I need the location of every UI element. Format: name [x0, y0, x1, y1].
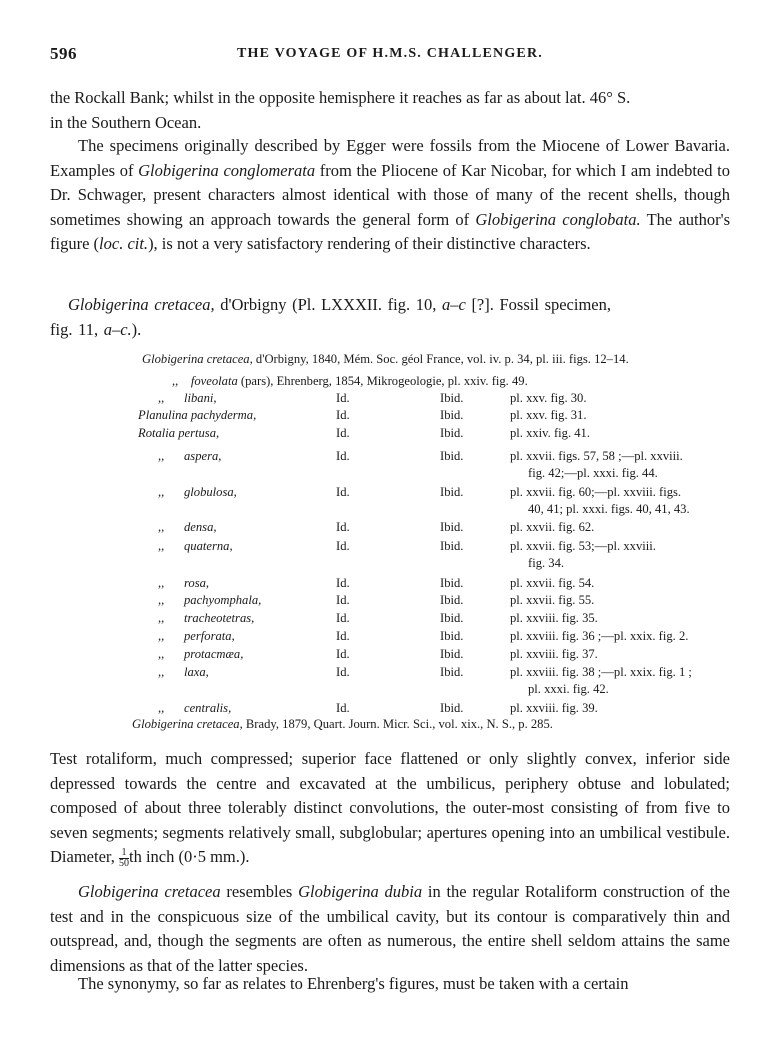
synonymy-first-name: Globigerina cretacea, — [142, 352, 253, 366]
ditto-mark: ,, — [158, 520, 165, 534]
synonymy-last-name: Globigerina cretacea, — [132, 717, 243, 731]
synonym-ibid: Ibid. — [440, 701, 464, 715]
intro-line-1: the Rockall Bank; whilst in the opposite hemisphere it reaches as far as about lat. 46° S. — [50, 88, 631, 107]
species-cretacea: Globigerina cretacea — [78, 882, 221, 901]
ditto-mark: ,, — [158, 665, 165, 679]
synonymy-second-row — [172, 373, 528, 391]
synonym-id: Id. — [336, 593, 350, 607]
species-conglobata: Globigerina conglobata. — [475, 209, 641, 229]
species-conglomerata: Globigerina conglomerata — [138, 160, 316, 180]
ditto-mark: ,, — [158, 629, 165, 643]
synonym-plate-ref: pl. xxviii. fig. 39. — [510, 701, 598, 715]
egger-text-2: from the Pliocene of Kar Nicobar, for which I am indebted to Dr. Schwager, present characters almost identical with those of many of the recent shells, though sometimes showing an approach towards the general form of — [50, 160, 730, 229]
ditto-mark: ,, — [158, 485, 165, 499]
species-heading — [50, 293, 730, 342]
synonym-ibid: Ibid. — [440, 576, 464, 590]
synonym-plate-ref: pl. xxvii. fig. 53;—pl. xxviii. — [510, 539, 656, 553]
synonym-ibid: Ibid. — [440, 391, 464, 405]
heading-end: ). — [131, 319, 142, 339]
synonym-plate-ref: pl. xxviii. fig. 38 ;—pl. xxix. fig. 1 ; — [510, 665, 692, 679]
synonym-id: Id. — [336, 539, 350, 553]
heading-plate-ref: d'Orbigny (Pl. LXXXII. fig. 10, — [214, 295, 442, 314]
synonym-plate-ref: pl. xxvii. fig. 60;—pl. xxviii. figs. — [510, 485, 682, 499]
synonymy-note-text: The synonymy, so far as relates to Ehrenberg's figures, must be taken with a certain — [78, 974, 629, 993]
ditto-mark: ,, — [158, 647, 165, 661]
synonym-ibid: Ibid. — [440, 485, 464, 499]
egger-paragraph — [50, 134, 730, 257]
synonym-ibid: Ibid. — [440, 520, 464, 534]
synonym-plate-ref: pl. xxv. fig. 31. — [510, 408, 587, 422]
synonym-ibid: Ibid. — [440, 408, 464, 422]
synonym-plate-ref: pl. xxvii. fig. 62. — [510, 520, 595, 534]
synonym-ibid: Ibid. — [440, 539, 464, 553]
synonym-plate-ref: pl. xxiv. fig. 41. — [510, 426, 590, 440]
species-dubia: Globigerina dubia — [298, 882, 423, 901]
synonym-id: Id. — [336, 449, 350, 463]
comparison-text-2: in the regular Rotaliform construction of the test and in the conspicuous size of the umbilical cavity, but its contour is comparatively thin and outspread, and, though the segments are often as numerous, the entire shell seldom attains the same dimensions as that of the latter species. — [50, 882, 730, 975]
page-header — [50, 44, 730, 68]
comparison-paragraph — [50, 880, 730, 978]
synonym-plate-ref: pl. xxviii. fig. 36 ;—pl. xxix. fig. 2. — [510, 629, 689, 643]
synonym-plate-ref: pl. xxvii. figs. 57, 58 ;—pl. xxviii. — [510, 449, 683, 463]
ditto-mark: ,, — [158, 391, 165, 405]
page-number: 596 — [50, 44, 77, 63]
synonym-name: Rotalia pertusa, — [138, 426, 220, 440]
ditto-mark: ,, — [158, 701, 165, 715]
synonym-ibid: Ibid. — [440, 449, 464, 463]
synonym-plate-ref: pl. xxv. fig. 30. — [510, 391, 587, 405]
synonym-name: globulosa, — [184, 485, 237, 499]
synonym-plate-ref-continued: fig. 34. — [528, 556, 565, 570]
loc-cit: loc. cit. — [99, 234, 149, 253]
description-paragraph — [50, 747, 730, 870]
synonym-ibid: Ibid. — [440, 426, 464, 440]
fraction-numerator: 1 — [119, 848, 129, 859]
synonym-plate-ref: pl. xxvii. fig. 54. — [510, 576, 595, 590]
intro-line-2: in the Southern Ocean. — [50, 112, 202, 132]
synonym-ibid: Ibid. — [440, 629, 464, 643]
synonym-plate-ref-continued: fig. 42;—pl. xxxi. fig. 44. — [528, 466, 658, 480]
synonym-ibid: Ibid. — [440, 647, 464, 661]
synonym-name: densa, — [184, 520, 217, 534]
synonym-name: Planulina pachyderma, — [138, 408, 257, 422]
running-title: THE VOYAGE OF H.M.S. CHALLENGER. — [237, 46, 543, 61]
description-text: Test rotaliform, much compressed; superior face flattened or only slightly convex, inferior side depressed towards the centre and excavated at the umbilicus, periphery obtuse and lobulated; composed of about three tolerably distinct convolutions, the outer-most consisting of from five to seven segments; segments relatively small, subglobular; apertures opening into an umbilical vestibule. Diameter, — [50, 749, 730, 866]
synonym-plate-ref: pl. xxviii. fig. 35. — [510, 611, 598, 625]
synonym-name: aspera, — [184, 449, 222, 463]
ditto-mark: ,, — [158, 611, 165, 625]
ditto-mark: ,, — [158, 449, 165, 463]
ditto-mark: ,, — [158, 539, 165, 553]
synonym-plate-ref: pl. xxviii. fig. 37. — [510, 647, 598, 661]
synonym-plate-ref: pl. xxvii. fig. 55. — [510, 593, 595, 607]
synonym-id: Id. — [336, 426, 350, 440]
synonymy-second-name: foveolata — [190, 374, 238, 388]
synonym-name: protacmæa, — [184, 647, 244, 661]
fraction — [119, 848, 129, 869]
synonym-ibid: Ibid. — [440, 611, 464, 625]
synonym-id: Id. — [336, 701, 350, 715]
synonym-name: libani, — [184, 391, 217, 405]
synonym-ibid: Ibid. — [440, 665, 464, 679]
heading-ac-1: a–c — [441, 295, 466, 314]
synonym-ibid: Ibid. — [440, 593, 464, 607]
ditto-mark: ,, — [172, 374, 179, 388]
ditto-mark: ,, — [158, 593, 165, 607]
heading-fig: fig. 11, — [50, 319, 104, 339]
synonym-name: laxa, — [184, 665, 209, 679]
synonym-id: Id. — [336, 665, 350, 679]
synonym-name: quaterna, — [184, 539, 233, 553]
synonym-id: Id. — [336, 408, 350, 422]
intro-paragraph — [50, 86, 730, 135]
synonymy-second-ref: (pars), Ehrenberg, 1854, Mikrogeologie, pl. xxiv. fig. 49. — [237, 374, 528, 388]
egger-text-3: The author's figure ( — [50, 209, 730, 253]
synonymy-first-ref: d'Orbigny, 1840, Mém. Soc. géol France, vol. iv. p. 34, pl. iii. figs. 12–14. — [252, 352, 629, 366]
synonymy-first-row — [142, 351, 629, 369]
synonym-plate-ref-continued: pl. xxxi. fig. 42. — [528, 682, 609, 696]
synonym-id: Id. — [336, 576, 350, 590]
synonym-id: Id. — [336, 485, 350, 499]
synonymy-last-ref: Brady, 1879, Quart. Journ. Micr. Sci., vol. xix., N. S., p. 285. — [242, 717, 553, 731]
synonym-id: Id. — [336, 520, 350, 534]
description-diameter: th inch (0·5 mm.). — [128, 847, 250, 866]
heading-fossil-note: [?]. Fossil specimen, — [465, 295, 611, 314]
synonymy-note-paragraph — [50, 972, 730, 997]
synonym-name: centralis, — [184, 701, 232, 715]
ditto-mark: ,, — [158, 576, 165, 590]
synonym-name: tracheotetras, — [184, 611, 255, 625]
egger-text-4: ), is not a very satisfactory rendering of their distinctive characters. — [148, 234, 591, 253]
synonym-id: Id. — [336, 647, 350, 661]
comparison-text-1: resembles — [220, 882, 299, 901]
synonymy-last-row — [132, 716, 553, 734]
fraction-denominator: 50 — [118, 858, 129, 869]
synonym-id: Id. — [336, 629, 350, 643]
heading-species: Globigerina cretacea, — [68, 295, 215, 314]
synonym-id: Id. — [336, 391, 350, 405]
synonym-plate-ref-continued: 40, 41; pl. xxxi. figs. 40, 41, 43. — [528, 502, 690, 516]
synonym-name: perforata, — [184, 629, 235, 643]
synonym-name: rosa, — [184, 576, 210, 590]
egger-text-1: The specimens originally described by Egger were fossils from the Miocene of Lower Bavaria. Examples of — [50, 136, 730, 180]
heading-ac-2: a–c. — [103, 319, 132, 339]
synonym-id: Id. — [336, 611, 350, 625]
synonym-name: pachyomphala, — [184, 593, 262, 607]
